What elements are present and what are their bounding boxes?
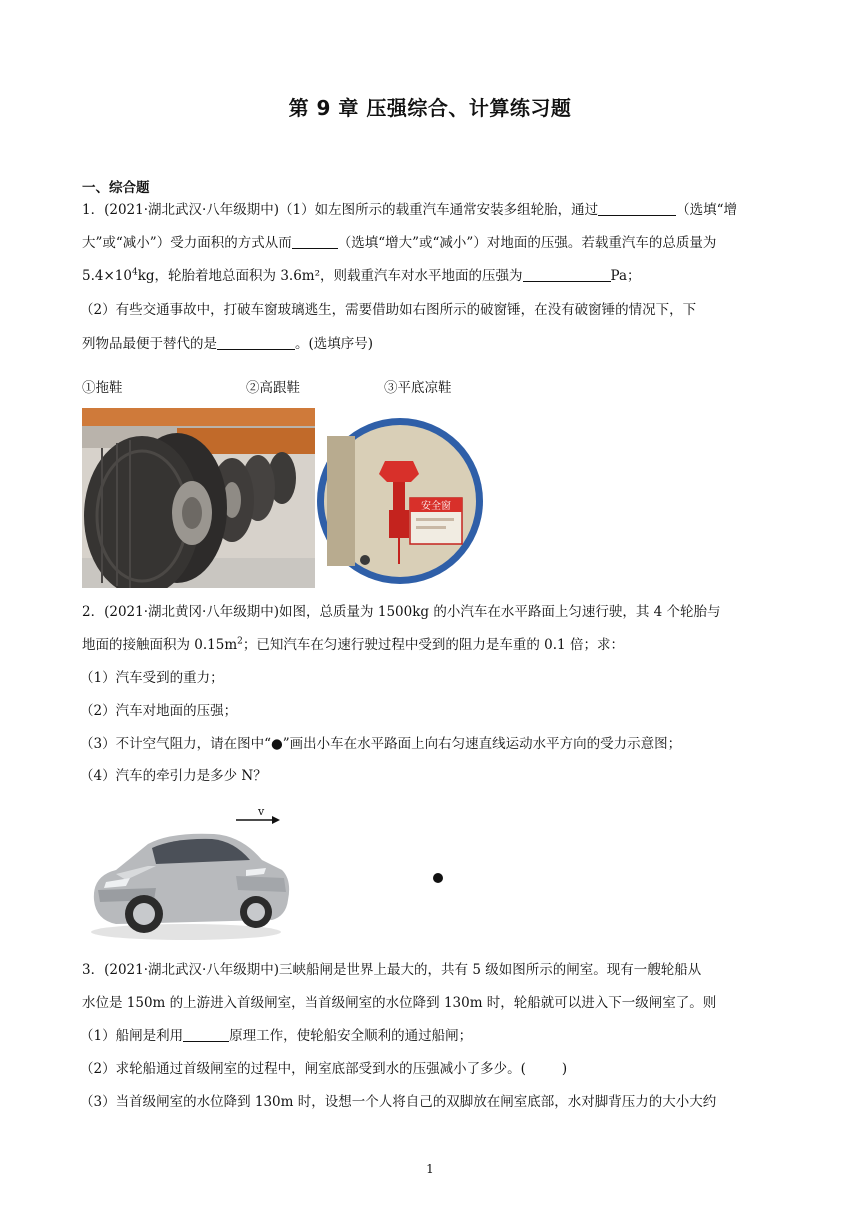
answer-blank[interactable] <box>183 1027 229 1042</box>
option-1: ①拖鞋 <box>82 380 123 396</box>
q2-line-1: 2．(2021·湖北黄冈·八年级期中)如图，总质量为 1500kg 的小汽车在水平路面上匀速行驶，其 4 个轮胎与 <box>82 604 721 620</box>
emergency-hammer-photo <box>315 416 485 586</box>
q1-line-2: 大”或“减小”）受力面积的方式从而 （选填“增大”或“减小”）对地面的压强。若载重汽车的总质量为 <box>82 235 717 251</box>
answer-blank[interactable] <box>292 234 338 249</box>
car-photo <box>86 804 296 946</box>
truck-tires-photo <box>82 408 315 588</box>
answer-blank[interactable] <box>217 335 295 350</box>
page-number: 1 <box>426 1162 434 1176</box>
option-2: ②高跟鞋 <box>246 380 300 396</box>
sign-text: 安全窗 <box>421 501 451 512</box>
q3-line-2: 水位是 150m 的上游进入首级闸室，当首级闸室的水位降到 130m 时，轮船就可以进入下一级闸室了。则 <box>82 995 717 1011</box>
option-3: ③平底凉鞋 <box>384 380 452 396</box>
q2-part-4: （4）汽车的牵引力是多少 N？ <box>80 768 267 784</box>
q1-line-1: 1．(2021·湖北武汉·八年级期中)（1）如左图所示的载重汽车通常安装多组轮胎，通过 （选填“增 <box>82 202 738 218</box>
q2-line-2: 地面的接触面积为 $0.15m^2$；已知汽车在匀速行驶过程中受到的阻力是车重的 0.1 倍；求： <box>82 636 624 653</box>
q3-line-1: 3．(2021·湖北武汉·八年级期中)三峡船闸是世界上最大的，共有 5 级如图所示的闸室。现有一艘轮船从 <box>82 962 702 978</box>
answer-blank[interactable] <box>523 267 611 282</box>
q2-part-2: （2）汽车对地面的压强； <box>80 703 238 719</box>
q1-line-5: 列物品最便于替代的是 。(选填序号) <box>82 336 374 352</box>
q3-part-1: （1）船闸是利用 原理工作，使轮船安全顺利的通过船闸； <box>80 1028 473 1044</box>
section-heading: 一、综合题 <box>82 180 150 196</box>
q1-line-3: $5.4\times 10^4kg$，轮胎着地总面积为 3.6m²，则载重汽车对水平地面的压强为 Pa； <box>82 267 641 284</box>
q2-part-1: （1）汽车受到的重力； <box>80 670 224 686</box>
q3-part-2: （2）求轮船通过首级闸室的过程中，闸室底部受到水的压强减小了多少。( ) <box>80 1061 568 1077</box>
force-point-dot[interactable] <box>433 873 443 883</box>
answer-blank[interactable] <box>598 201 676 216</box>
q3-part-3: （3）当首级闸室的水位降到 130m 时，设想一个人将自己的双脚放在闸室底部，水对脚背压力的大小大约 <box>80 1094 717 1110</box>
velocity-label: v <box>258 805 265 818</box>
page-title: 第 9 章 压强综合、计算练习题 <box>288 96 572 120</box>
q2-part-3: （3）不计空气阻力，请在图中“●”画出小车在水平路面上向右匀速直线运动水平方向的受力示意图； <box>80 736 682 752</box>
q1-line-4: （2）有些交通事故中，打破车窗玻璃逃生，需要借助如右图所示的破窗锤，在没有破窗锤的情况下，下 <box>80 302 697 318</box>
